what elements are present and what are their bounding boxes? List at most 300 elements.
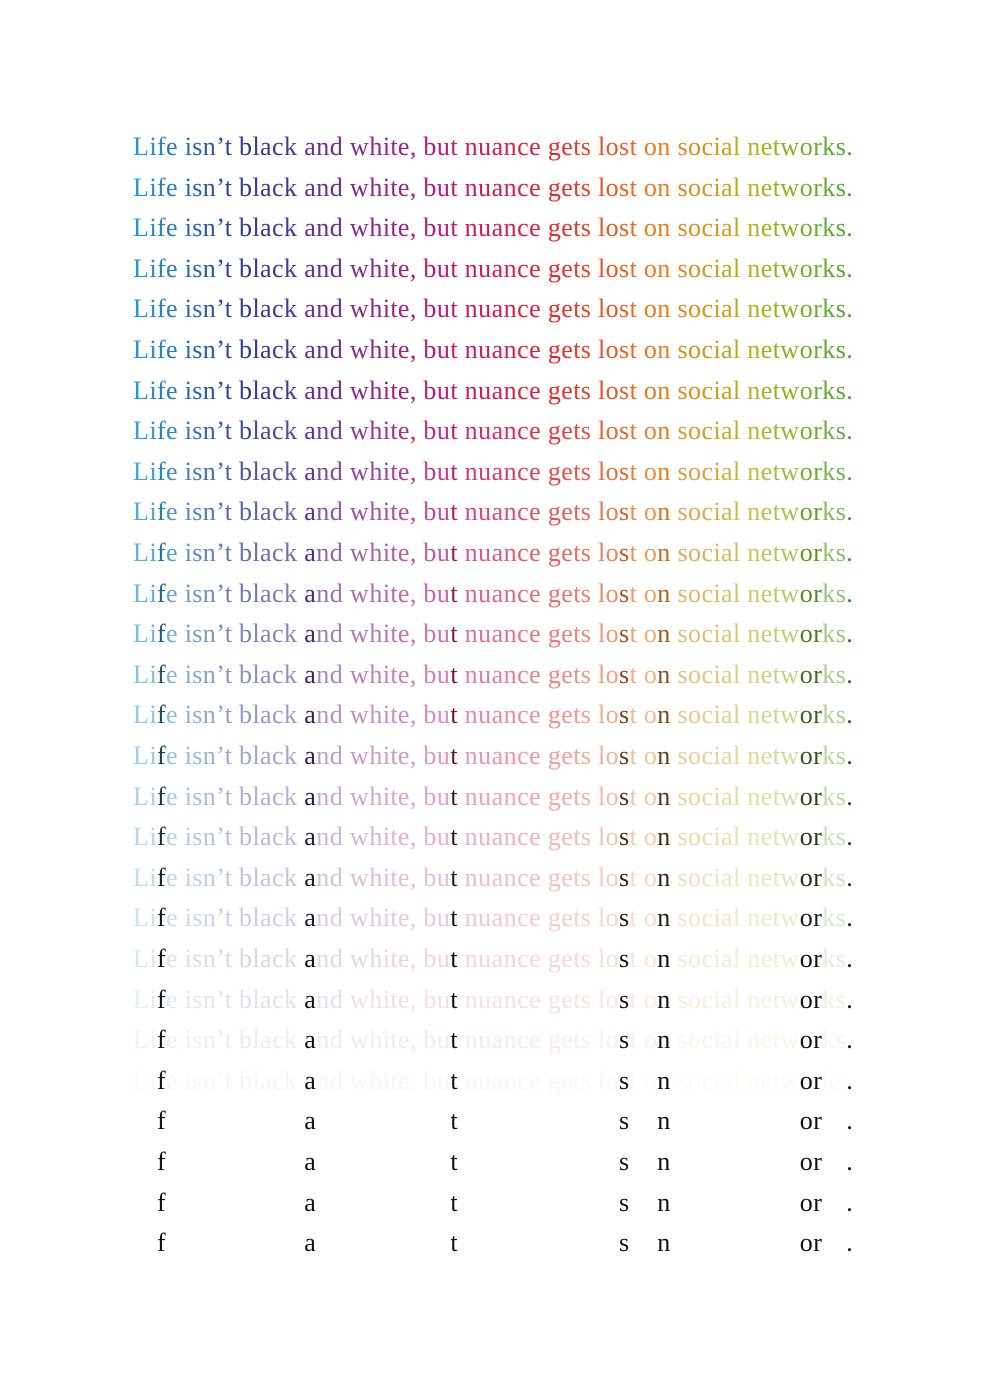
phrase-letter	[232, 492, 239, 532]
phrase-letter: d	[329, 456, 343, 486]
phrase-letter: e	[760, 903, 773, 933]
phrase-letter	[478, 1183, 491, 1223]
phrase-letter: c	[701, 903, 714, 933]
phrase-letter: h	[369, 700, 383, 730]
phrase-letter: s	[835, 294, 846, 324]
phrase-letter	[671, 1142, 678, 1182]
phrase-letter	[398, 1223, 410, 1263]
revealed-letter: .	[846, 132, 853, 161]
phrase-letter: o	[643, 253, 657, 283]
phrase-letter: c	[701, 375, 714, 405]
revealed-letter: n	[657, 1065, 671, 1095]
phrase-letter: i	[382, 416, 391, 446]
phrase-letter: s	[677, 741, 688, 770]
phrase-letter: l	[733, 659, 741, 689]
phrase-letter: n	[464, 213, 478, 243]
phrase-letter: n	[464, 822, 478, 852]
phrase-letter	[606, 1142, 619, 1182]
phrase-letter: e	[561, 862, 573, 892]
phrase-letter: n	[503, 781, 517, 811]
phrase-letter: i	[713, 781, 721, 811]
revealed-letter: f	[157, 1228, 166, 1258]
phrase-letter: s	[192, 1025, 203, 1055]
phrase-letter	[178, 1142, 185, 1182]
phrase-letter: e	[760, 619, 773, 649]
phrase-letter: u	[436, 253, 450, 283]
phrase-letter	[437, 1183, 450, 1223]
phrase-letter: c	[271, 781, 284, 811]
phrase-letter: i	[149, 294, 157, 324]
phrase-letter	[591, 330, 598, 370]
phrase-letter: ’	[216, 781, 225, 811]
revealed-letter: a	[304, 781, 316, 811]
phrase-letter: o	[605, 700, 619, 730]
phrase-letter: i	[184, 172, 192, 202]
phrase-letter: a	[260, 862, 272, 892]
phrase-letter	[747, 1183, 760, 1223]
revealed-letter: r	[813, 659, 822, 689]
phrase-letter: c	[701, 781, 714, 811]
phrase-letter	[203, 1223, 216, 1263]
phrase-letter: d	[329, 497, 343, 527]
phrase-letter: l	[252, 903, 260, 933]
phrase-letter	[417, 1101, 424, 1141]
phrase-letter: n	[747, 375, 761, 405]
phrase-letter: i	[149, 741, 157, 770]
phrase-letter: e	[760, 375, 773, 405]
phrase-letter: o	[688, 944, 702, 973]
phrase-letter	[606, 1101, 619, 1141]
phrase-letter: i	[184, 213, 192, 243]
phrase-letter: s	[580, 619, 591, 649]
phrase-letter: e	[760, 944, 773, 973]
phrase-letter: t	[224, 984, 232, 1014]
phrase-letter: w	[349, 335, 369, 364]
phrase-letter: h	[369, 741, 383, 770]
phrase-letter: n	[202, 1025, 216, 1055]
phrase-letter: t	[629, 335, 637, 364]
revealed-letter: r	[813, 578, 822, 608]
phrase-letter	[232, 980, 239, 1020]
phrase-letter: g	[547, 944, 561, 973]
phrase-letter: c	[701, 497, 714, 527]
phrase-letter	[343, 371, 350, 411]
phrase-letter	[343, 533, 350, 573]
revealed-letter: r	[813, 1025, 822, 1055]
phrase-letter	[232, 127, 239, 167]
phrase-letter: s	[580, 741, 591, 770]
phrase-letter	[591, 208, 598, 248]
phrase-letter	[417, 1142, 424, 1182]
phrase-letter	[458, 655, 465, 695]
phrase-letter: s	[677, 1025, 688, 1055]
phrase-letter: w	[349, 984, 369, 1014]
revealed-letter: s	[619, 1187, 630, 1217]
phrase-letter: t	[390, 416, 398, 446]
phrase-letter: e	[760, 538, 773, 567]
revealed-letter: n	[657, 984, 671, 1014]
revealed-letter	[297, 1223, 304, 1263]
phrase-letter: o	[688, 619, 702, 649]
phrase-letter: a	[260, 497, 272, 527]
phrase-letter: l	[252, 659, 260, 689]
text-line	[0, 492, 1000, 532]
revealed-letter: .	[846, 1228, 853, 1258]
phrase-letter	[688, 1183, 701, 1223]
phrase-letter	[561, 1183, 573, 1223]
phrase-letter: w	[780, 1065, 800, 1095]
phrase-letter: t	[772, 294, 780, 324]
phrase-letter: t	[629, 538, 637, 567]
phrase-letter	[343, 980, 350, 1020]
phrase-letter: o	[688, 497, 702, 527]
phrase-letter: u	[478, 984, 492, 1014]
phrase-letter: a	[260, 1065, 272, 1095]
revealed-letter: n	[657, 1106, 671, 1136]
phrase-letter: n	[316, 781, 330, 811]
phrase-letter	[637, 939, 644, 979]
phrase-letter: ,	[409, 984, 417, 1014]
phrase-letter: ’	[216, 984, 225, 1014]
phrase-letter	[671, 127, 678, 167]
revealed-letter: .	[846, 1065, 853, 1095]
phrase-letter	[253, 1101, 260, 1141]
revealed-letter: t	[450, 1187, 458, 1217]
phrase-letter: o	[643, 822, 657, 852]
phrase-letter: k	[822, 497, 836, 527]
phrase-letter: u	[436, 213, 450, 243]
phrase-letter: e	[166, 253, 178, 283]
phrase-letter	[178, 736, 185, 776]
phrase-letter: s	[835, 375, 846, 405]
phrase-letter: o	[643, 619, 657, 649]
phrase-letter: e	[561, 944, 573, 973]
revealed-letter: n	[657, 700, 671, 730]
phrase-letter: t	[573, 984, 581, 1014]
phrase-letter	[390, 1183, 397, 1223]
phrase-letter: c	[517, 1025, 529, 1055]
phrase-letter: e	[760, 862, 773, 892]
phrase-letter: e	[397, 375, 410, 405]
phrase-letter: t	[573, 781, 581, 811]
phrase-letter	[671, 533, 678, 573]
phrase-letter	[458, 289, 465, 329]
revealed-letter: o	[799, 213, 813, 243]
phrase-letter: o	[643, 172, 657, 202]
phrase-letter: a	[491, 416, 504, 446]
phrase-letter: n	[316, 538, 330, 567]
phrase-letter	[343, 898, 350, 938]
phrase-letter	[822, 1223, 835, 1263]
phrase-letter: t	[629, 862, 637, 892]
phrase-letter	[343, 1061, 350, 1101]
phrase-letter: s	[677, 944, 688, 973]
phrase-letter	[561, 1142, 573, 1182]
phrase-letter: n	[316, 862, 330, 892]
phrase-letter: l	[252, 294, 260, 324]
phrase-letter	[541, 614, 548, 654]
phrase-letter	[284, 1101, 297, 1141]
phrase-letter: w	[349, 294, 369, 324]
phrase-letter: u	[436, 781, 450, 811]
phrase-letter	[591, 249, 598, 289]
phrase-letter	[343, 452, 350, 492]
revealed-letter: a	[304, 1065, 316, 1095]
phrase-letter: k	[283, 741, 297, 770]
phrase-letter: i	[713, 335, 721, 364]
phrase-letter	[410, 1101, 417, 1141]
phrase-letter: u	[436, 497, 450, 527]
phrase-letter	[637, 736, 644, 776]
phrase-letter	[581, 1142, 591, 1182]
phrase-letter: n	[316, 1025, 330, 1055]
phrase-letter: t	[629, 578, 637, 608]
phrase-letter: o	[643, 456, 657, 486]
phrase-letter	[541, 655, 548, 695]
phrase-letter: a	[721, 456, 733, 486]
phrase-letter: s	[835, 944, 846, 973]
phrase-letter	[671, 1101, 678, 1141]
phrase-letter: a	[491, 375, 504, 405]
revealed-letter: t	[450, 903, 458, 933]
phrase-letter	[343, 1223, 350, 1263]
phrase-letter: t	[629, 619, 637, 649]
phrase-letter	[178, 1020, 185, 1060]
phrase-letter: l	[598, 741, 606, 770]
revealed-letter: a	[304, 1025, 316, 1055]
phrase-letter	[232, 1223, 239, 1263]
phrase-letter: n	[747, 416, 761, 446]
phrase-letter: w	[780, 456, 800, 486]
phrase-letter: a	[260, 335, 272, 364]
phrase-letter: w	[349, 822, 369, 852]
phrase-letter: c	[517, 132, 529, 161]
phrase-letter: n	[747, 1025, 761, 1055]
text-line	[0, 1142, 1000, 1182]
phrase-letter: b	[239, 213, 252, 243]
phrase-letter: s	[835, 903, 846, 933]
phrase-letter: e	[397, 700, 410, 730]
revealed-letter: r	[813, 416, 822, 446]
phrase-letter: n	[316, 903, 330, 933]
phrase-letter	[541, 1183, 548, 1223]
revealed-letter: o	[799, 1106, 813, 1136]
phrase-letter: l	[252, 538, 260, 567]
phrase-letter	[637, 1061, 644, 1101]
phrase-letter: L	[133, 456, 149, 486]
phrase-letter: i	[149, 822, 157, 852]
phrase-letter	[343, 330, 350, 370]
revealed-letter: .	[846, 375, 853, 405]
phrase-letter: s	[677, 335, 688, 364]
phrase-letter	[671, 452, 678, 492]
phrase-letter	[458, 1183, 465, 1223]
revealed-letter: f	[157, 984, 166, 1014]
phrase-letter: n	[503, 416, 517, 446]
phrase-letter: g	[547, 822, 561, 852]
phrase-letter: t	[772, 903, 780, 933]
phrase-letter: o	[643, 781, 657, 811]
phrase-letter: e	[529, 822, 541, 852]
phrase-letter: o	[605, 375, 619, 405]
text-line	[0, 574, 1000, 614]
phrase-letter: n	[503, 578, 517, 608]
phrase-letter: n	[464, 497, 478, 527]
phrase-letter: s	[192, 497, 203, 527]
phrase-letter	[272, 1183, 284, 1223]
revealed-letter: n	[657, 497, 671, 527]
revealed-letter: f	[157, 456, 166, 486]
phrase-letter	[178, 330, 185, 370]
phrase-letter: w	[349, 862, 369, 892]
phrase-letter: t	[390, 1065, 398, 1095]
phrase-letter: l	[733, 578, 741, 608]
phrase-letter: t	[390, 944, 398, 973]
phrase-letter	[761, 1183, 773, 1223]
phrase-letter: i	[184, 253, 192, 283]
phrase-letter	[192, 1142, 202, 1182]
phrase-letter: e	[760, 172, 773, 202]
phrase-letter: u	[478, 1025, 492, 1055]
phrase-letter	[714, 1101, 721, 1141]
revealed-letter	[297, 695, 304, 735]
phrase-letter	[260, 1183, 272, 1223]
phrase-letter	[417, 1223, 424, 1263]
phrase-letter: u	[478, 619, 492, 649]
phrase-letter: t	[224, 497, 232, 527]
phrase-letter	[741, 127, 748, 167]
phrase-letter: i	[184, 132, 192, 161]
phrase-letter: s	[677, 700, 688, 730]
revealed-letter: s	[619, 741, 630, 770]
phrase-letter: u	[436, 578, 450, 608]
revealed-letter: o	[799, 741, 813, 770]
phrase-letter: l	[252, 578, 260, 608]
phrase-letter: a	[721, 375, 733, 405]
phrase-letter: o	[688, 903, 702, 933]
phrase-letter: i	[713, 294, 721, 324]
phrase-letter: k	[822, 862, 836, 892]
phrase-letter: n	[316, 294, 330, 324]
phrase-letter: t	[224, 375, 232, 405]
phrase-letter: t	[390, 741, 398, 770]
phrase-letter: e	[397, 903, 410, 933]
revealed-letter: o	[799, 781, 813, 811]
phrase-letter: s	[835, 538, 846, 567]
phrase-letter	[591, 1020, 598, 1060]
phrase-letter	[225, 1223, 232, 1263]
revealed-letter: o	[799, 862, 813, 892]
phrase-letter: t	[224, 781, 232, 811]
phrase-letter	[410, 1142, 417, 1182]
phrase-letter	[591, 736, 598, 776]
phrase-letter	[225, 1142, 232, 1182]
phrase-letter: b	[239, 416, 252, 446]
phrase-letter: e	[529, 1025, 541, 1055]
revealed-letter: a	[304, 497, 316, 527]
phrase-letter	[417, 655, 424, 695]
phrase-letter: s	[580, 903, 591, 933]
phrase-letter: ’	[216, 741, 225, 770]
phrase-letter: c	[701, 659, 714, 689]
phrase-letter: u	[478, 416, 492, 446]
revealed-letter: o	[799, 1187, 813, 1217]
phrase-letter: n	[503, 700, 517, 730]
revealed-letter	[297, 1142, 304, 1182]
phrase-letter	[260, 1101, 272, 1141]
phrase-letter: d	[329, 132, 343, 161]
phrase-letter: s	[192, 294, 203, 324]
phrase-letter: a	[491, 741, 504, 770]
phrase-letter: k	[822, 375, 836, 405]
revealed-letter: n	[657, 253, 671, 283]
text-line	[0, 939, 1000, 979]
phrase-letter: i	[149, 456, 157, 486]
phrase-letter: i	[713, 659, 721, 689]
phrase-letter	[741, 452, 748, 492]
phrase-letter: t	[772, 253, 780, 283]
phrase-letter: i	[382, 903, 391, 933]
phrase-letter: o	[643, 416, 657, 446]
phrase-letter: u	[436, 172, 450, 202]
phrase-letter: d	[329, 619, 343, 649]
phrase-letter: i	[713, 253, 721, 283]
phrase-letter: l	[252, 172, 260, 202]
phrase-letter: l	[252, 741, 260, 770]
phrase-letter: k	[822, 1025, 836, 1055]
phrase-letter: e	[529, 294, 541, 324]
phrase-letter	[316, 1183, 329, 1223]
phrase-letter: l	[733, 944, 741, 973]
phrase-letter: t	[772, 497, 780, 527]
phrase-letter	[239, 1101, 252, 1141]
phrase-letter: b	[239, 497, 252, 527]
revealed-letter: .	[846, 1187, 853, 1217]
revealed-letter: .	[846, 984, 853, 1014]
phrase-letter	[541, 574, 548, 614]
phrase-letter	[780, 1223, 799, 1263]
phrase-letter	[178, 452, 185, 492]
phrase-letter	[178, 127, 185, 167]
phrase-letter	[741, 817, 748, 857]
phrase-letter: s	[677, 416, 688, 446]
phrase-letter: n	[503, 1025, 517, 1055]
phrase-letter	[343, 777, 350, 817]
phrase-letter: s	[835, 497, 846, 527]
phrase-letter: s	[192, 619, 203, 649]
phrase-letter	[232, 1061, 239, 1101]
phrase-letter: a	[721, 294, 733, 324]
phrase-letter: e	[397, 822, 410, 852]
phrase-letter	[350, 1223, 369, 1263]
phrase-letter: ,	[409, 619, 417, 649]
revealed-letter: f	[157, 822, 166, 852]
phrase-letter: l	[598, 253, 606, 283]
phrase-letter	[591, 371, 598, 411]
phrase-letter: s	[835, 822, 846, 852]
phrase-letter	[517, 1223, 529, 1263]
phrase-letter	[417, 695, 424, 735]
phrase-letter: b	[423, 578, 437, 608]
phrase-letter: e	[760, 659, 773, 689]
phrase-letter: e	[166, 700, 178, 730]
revealed-letter: r	[813, 822, 822, 852]
phrase-letter: s	[192, 700, 203, 730]
phrase-letter	[581, 1183, 591, 1223]
phrase-letter	[417, 614, 424, 654]
phrase-letter: c	[271, 700, 284, 730]
phrase-letter: a	[491, 619, 504, 649]
